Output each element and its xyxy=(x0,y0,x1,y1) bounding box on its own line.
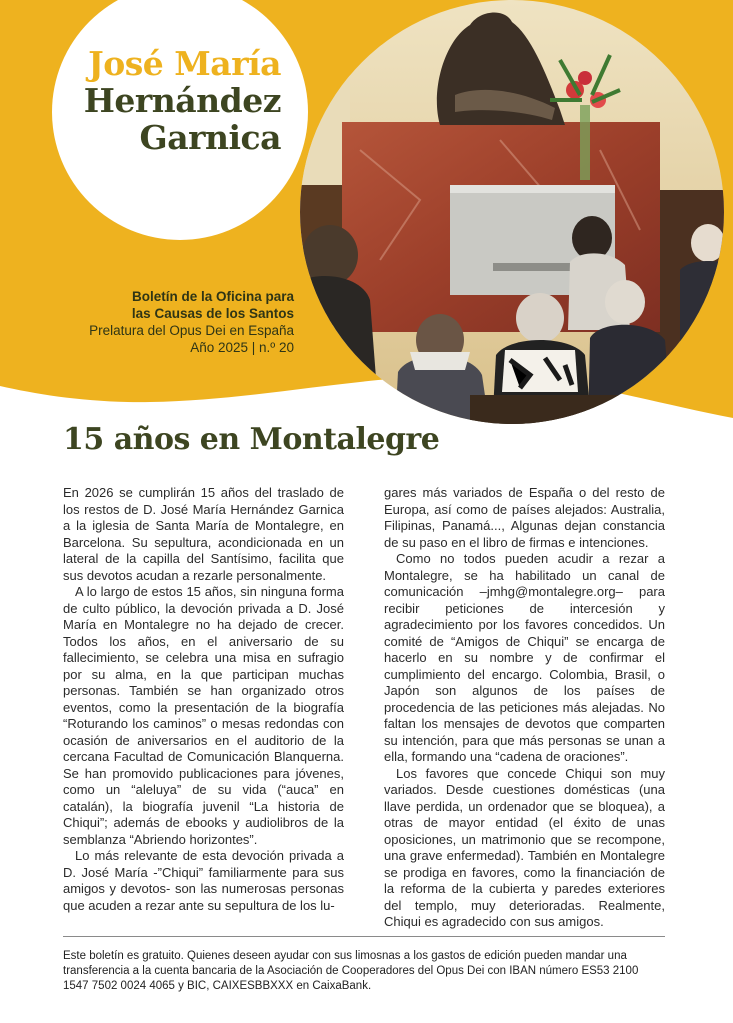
article-paragraph-3-part-2: gares más variados de España o del resto de Europa, así como de países alejados: Australia, Filipinas, Panamá..., Algunas dejan constancia de su paso en el libro de firmas e intenciones. xyxy=(384,485,665,550)
footer-note: Este boletín es gratuito. Quienes deseen ayudar con sus limosnas a los gastos de edición pueden mandar una transferencia a la cuenta bancaria de la Asociación de Cooperadores del Opus Dei con IBAN número ES53 2100 1547 7502 0024 4065 y BIC, CAIXESBBXXX en CaixaBank. xyxy=(63,950,639,992)
issue-line: Año 2025 | n.º 20 xyxy=(190,340,294,355)
name-line-1: José María xyxy=(88,44,281,83)
bulletin-title-line-1: Boletín de la Oficina para xyxy=(131,289,294,304)
name-line-2: Hernández xyxy=(83,81,281,120)
footer-divider xyxy=(63,936,665,937)
organization-line: Prelatura del Opus Dei en España xyxy=(89,323,294,338)
article-paragraph-2: A lo largo de estos 15 años, sin ninguna forma de culto público, la devoción privada a D. José María en Montalegre no ha dejado de crecer. Todos los años, en el aniversario de su fallecimiento, se celebra una misa en sufragio por su alma, en la que participan muchas personas. También se han organizado otros eventos, como la presentación de la biografía “Roturando los caminos” o mesas redondas con ocasión de aniversarios en el auditorio de la cercana Facultad de Comunicación Blanquerna. Se han promovido publicaciones para jóvenes, como un “aleluya” de su vida (“auca” en catalán), la biografía juvenil “La historia de Chiqui”; además de ebooks y audiolibros de la semblanza “Abriendo horizontes”. xyxy=(63,584,344,847)
article-headline: 15 años en Montalegre xyxy=(63,422,440,457)
article-paragraph-4: Como no todos pueden acudir a rezar a Montalegre, se ha habilitado un canal de comunicación –jmhg@montalegre.org– para recibir peticiones de intercesión y agradecimiento por los favores concedidos. Un comité de “Amigos de Chiqui” se encarga de hacerlo en su nombre y de confirmar el cumplimiento del encargo. Colombia, Brasil, o Japón son algunos de los países de procedencia de las peticiones más alejadas. No faltan los mensajes de devotos que comparten su intención, para que más personas se unan a ella, formando una “cadena de oraciones”. xyxy=(384,551,665,764)
article-column-right xyxy=(384,485,665,931)
article-paragraph-1: En 2026 se cumplirán 15 años del traslado de los restos de D. José María Hernández Garnica a la iglesia de Santa María de Montalegre, en Barcelona. Su sepultura, acondicionada en un lateral de la capilla del Santísimo, facilita que sus devotos acudan a rezarle personalmente. xyxy=(63,485,344,583)
title-block xyxy=(84,45,281,156)
bulletin-title-line-2: las Causas de los Santos xyxy=(131,306,294,321)
article-paragraph-5: Los favores que concede Chiqui son muy variados. Desde cuestiones domésticas (una llave perdida, un ordenador que se bloquea), a otras de mayor entidad (el éxito de unas oposiciones, un matrimonio que se recompone, una grave enfermedad). También en Montalegre se prodiga en favores, como la financiación de la reforma de la cubierta y paredes exteriores del templo, muy deterioradas. Realmente, Chiqui es agradecido con sus amigos. xyxy=(384,765,665,929)
article-paragraph-3-part-1: Lo más relevante de esta devoción privada a D. José María -”Chiqui” familiarmente para sus amigos y devotos- son las numerosas personas que acuden a rezar ante su sepultura de los lu- xyxy=(63,848,344,913)
bulletin-info xyxy=(89,288,294,356)
name-line-3: Garnica xyxy=(139,118,281,157)
article-column-left xyxy=(63,485,344,914)
